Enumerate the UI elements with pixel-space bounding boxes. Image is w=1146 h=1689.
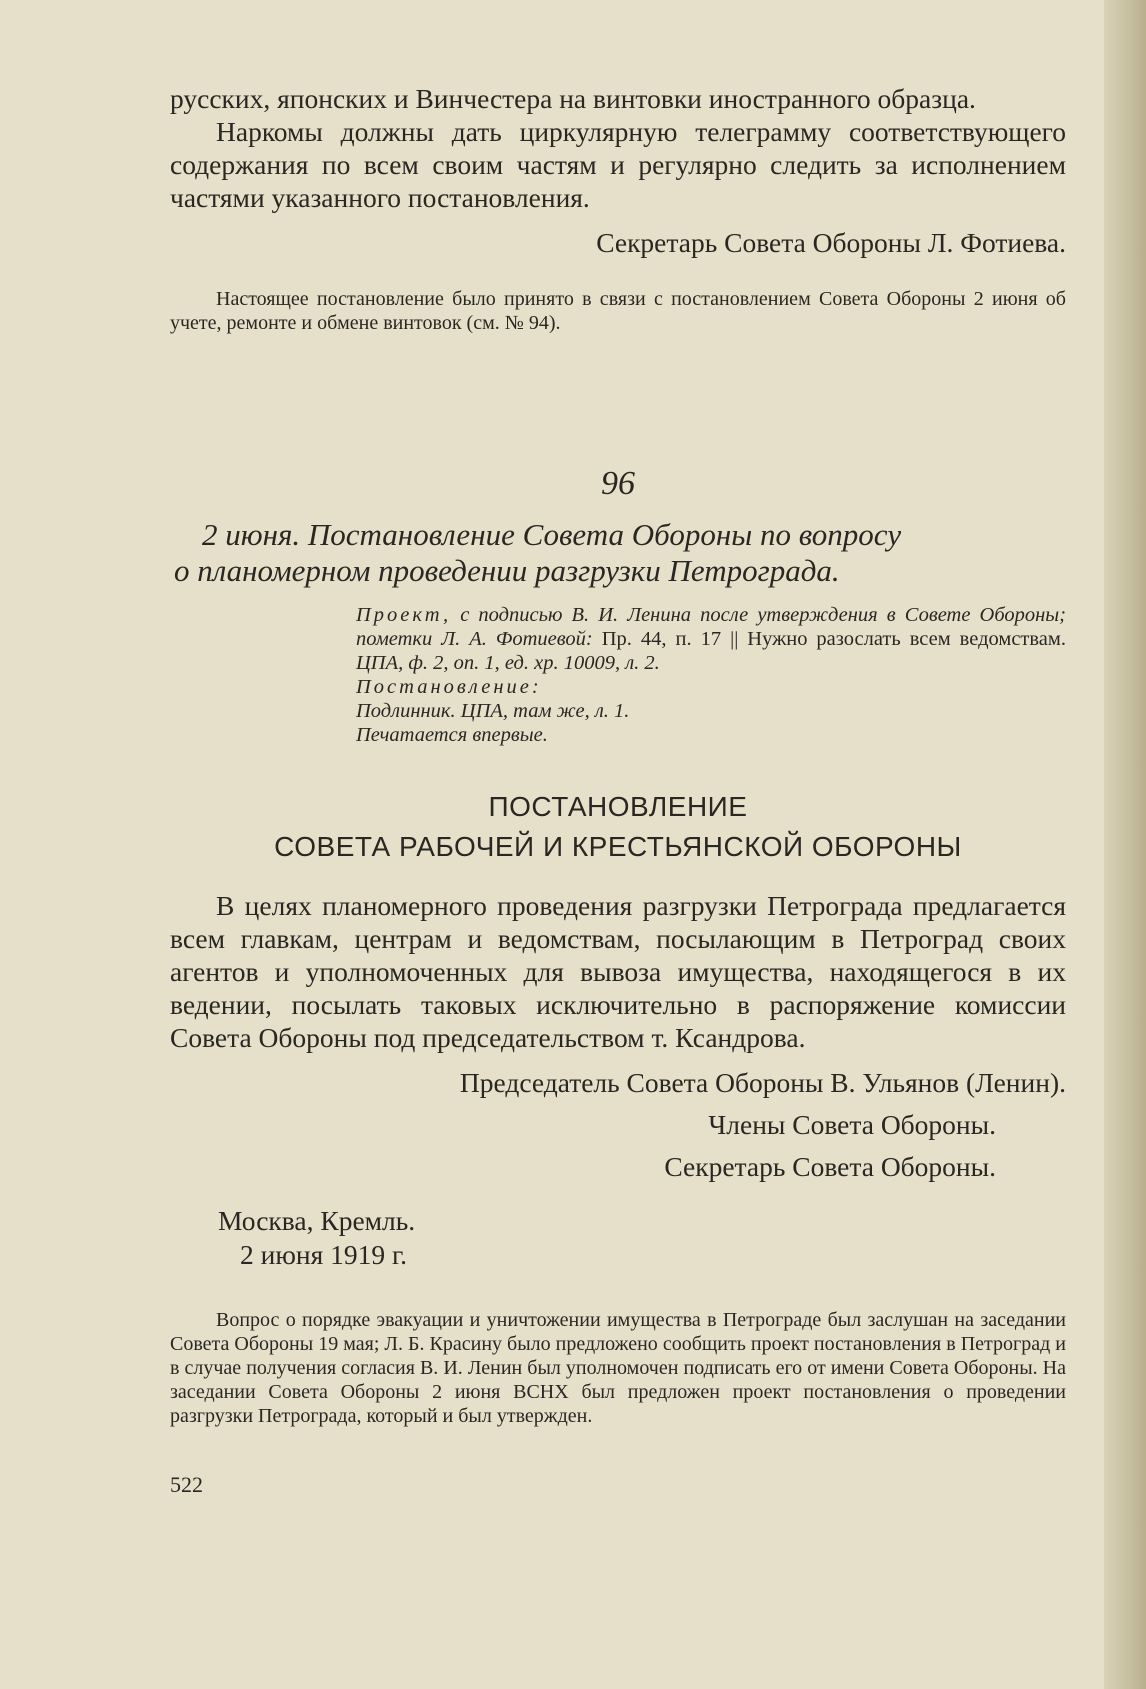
signature-secretary: Секретарь Совета Обороны. xyxy=(664,1151,996,1182)
resolution-body: В целях планомерного проведения разгрузки Петрограда предлагается всем главкам, центрам и ведомствам, посылающим в Петроград своих агентов и уполномоченных для вывоза имущества, находящегося в их ведении, посылать таковых исключительно в распоряжение комиссии Совета Обороны под председательством т. Ксандрова. xyxy=(170,890,1066,1053)
document-heading xyxy=(170,517,1066,589)
document-number: 96 xyxy=(601,465,635,502)
page-number: 522 xyxy=(170,1472,203,1497)
signature-members: Члены Совета Обороны. xyxy=(708,1109,996,1140)
resolution-title-line-1: ПОСТАНОВЛЕНИЕ xyxy=(488,791,748,822)
source-description: с подписью В. И. Ленина после утверждения в Совете Обороны; пометки Л. А. Фотиевой: xyxy=(356,604,1066,650)
source-note xyxy=(356,603,1066,747)
paragraph-continuation: русских, японских и Винчестера на винтовки иностранного образца. xyxy=(170,83,976,114)
editorial-note-top: Настоящее постановление было принято в связи с постановлением Совета Обороны 2 июня об учете, ремонте и обмене винтовок (см. № 94). xyxy=(170,288,1066,334)
source-first-print: Печатается впервые. xyxy=(356,724,548,746)
page-content xyxy=(170,82,1066,1498)
heading-line-2: о планомерном проведении разгрузки Петрограда. xyxy=(174,553,840,588)
source-annotation: Пр. 44, п. 17 || Нужно разослать всем ведомствам. xyxy=(592,628,1066,650)
signature-fotieva: Секретарь Совета Обороны Л. Фотиева. xyxy=(596,227,1066,258)
source-archive: ЦПА, ф. 2, оп. 1, ед. хр. 10009, л. 2. xyxy=(356,652,660,674)
source-resolution-label: Постановление: xyxy=(356,676,542,698)
source-project-label: Проект, xyxy=(356,604,452,626)
source-original: Подлинник. ЦПА, там же, л. 1. xyxy=(356,700,630,722)
paragraph-narkoms: Наркомы должны дать циркулярную телеграмму соответствующего содержания по всем своим частям и регулярно следить за исполнением частями указанного постановления. xyxy=(170,116,1066,213)
place: Москва, Кремль. xyxy=(218,1205,416,1236)
heading-line-1: 2 июня. Постановление Совета Обороны по вопросу xyxy=(202,517,902,552)
page-edge xyxy=(1104,0,1146,1689)
resolution-title-line-2: СОВЕТА РАБОЧЕЙ И КРЕСТЬЯНСКОЙ ОБОРОНЫ xyxy=(274,831,962,862)
signature-chairman: Председатель Совета Обороны В. Ульянов (Ленин). xyxy=(459,1067,1066,1098)
editorial-note-bottom: Вопрос о порядке эвакуации и уничтожении имущества в Петрограде был заслушан на заседании Совета Обороны 19 мая; Л. Б. Красину было предложено сообщить проект постановления в Петроград и в случае получения согласия В. И. Ленин был уполномочен подписать его от имени Совета Обороны. На заседании Совета Обороны 2 июня ВСНХ был предложен проект постановления о проведении разгрузки Петрограда, который и был утвержден. xyxy=(170,1309,1066,1427)
date: 2 июня 1919 г. xyxy=(240,1239,408,1270)
